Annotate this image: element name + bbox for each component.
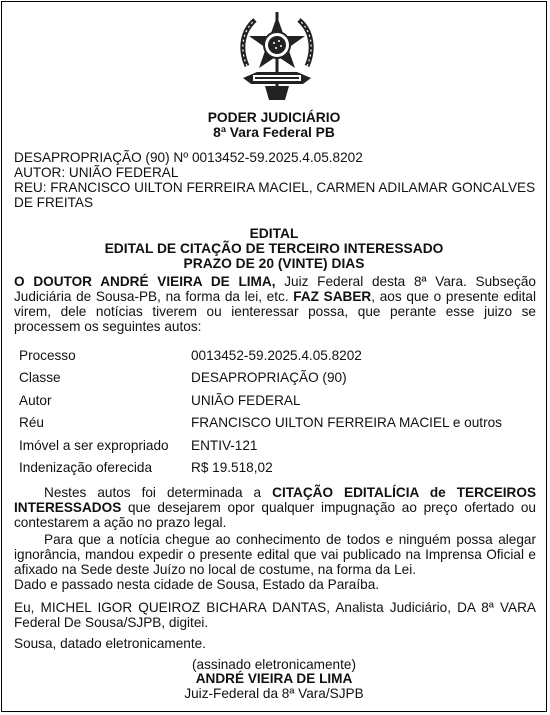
autos-label: Classe	[19, 370, 61, 386]
header-unit: 8ª Vara Federal PB	[213, 125, 335, 140]
autos-value: FRANCISCO UILTON FERREIRA MACIEL e outros	[191, 415, 502, 431]
brasao-republica-icon	[237, 8, 317, 106]
autos-row	[16, 457, 505, 480]
autos-label: Imóvel a ser expropriado	[19, 437, 169, 453]
header-org: PODER JUDICIÁRIO	[207, 110, 341, 125]
signature-name: ANDRÉ VIEIRA DE LIMA	[195, 671, 353, 686]
title-citation: EDITAL DE CITAÇÃO DE TERCEIRO INTERESSADO	[104, 241, 444, 256]
autos-label: Indenização oferecida	[19, 460, 153, 476]
citation-text-a: Nestes autos foi determinada a	[44, 485, 273, 500]
autos-value: ENTIV-121	[191, 437, 258, 453]
signature-note: (assinado eletronicamente)	[192, 657, 356, 672]
paragraph-notice: Para que a notícia chegue ao conhecimento de todos e ninguém possa alegar ignorância, mandou expedir o presente edital que vai publicado na Imprensa Oficial e afixado na Sede deste Juízo no local de costume, na forma da Lei.	[14, 532, 536, 577]
paragraph-citation	[14, 485, 536, 530]
autos-label: Autor	[19, 392, 52, 408]
paragraph-date-place: Dado e passado nesta cidade de Sousa, Estado da Paraíba.	[14, 577, 380, 592]
autos-row	[16, 344, 505, 367]
citation-bold: CITAÇÃO EDITALÍCIA de TERCEIROS INTERESSADOS	[14, 485, 537, 515]
paragraph-typist: Eu, MICHEL IGOR QUEIROZ BICHARA DANTAS, Analista Judiciário, DA 8ª VARA Federal De Sousa/SJPB, digitei.	[14, 600, 536, 630]
intro-text-1: Juiz Federal desta 8ª Vara. Subseção Judiciária de Sousa-PB, na forma da lei, etc.	[14, 274, 536, 304]
autos-label: Réu	[19, 415, 44, 431]
intro-text-2: , aos que o presente edital virem, dele notícias tiverem ou ienteressar possa, que perante esse juizo se processem os seguintes autos:	[14, 289, 537, 334]
autos-row	[16, 412, 505, 435]
autos-value: UNIÃO FEDERAL	[191, 392, 301, 408]
signature-role: Juiz-Federal da 8ª Vara/SJPB	[184, 686, 364, 701]
autos-value: DESAPROPRIAÇÃO (90)	[191, 370, 347, 386]
edital-page	[1, 1, 547, 712]
autos-value: 0013452-59.2025.4.05.8202	[191, 347, 362, 363]
case-defendants: REU: FRANCISCO UILTON FERREIRA MACIEL, CARMEN ADILAMAR GONCALVES DE FREITAS	[14, 180, 536, 210]
autos-row	[16, 389, 505, 412]
autos-table	[16, 344, 505, 479]
autos-row	[16, 367, 505, 390]
title-deadline: PRAZO DE 20 (VINTE) DIAS	[183, 256, 365, 271]
autos-row	[16, 434, 505, 457]
paragraph-dated: Sousa, datado eletronicamente.	[14, 636, 206, 651]
case-author: AUTOR: UNIÃO FEDERAL	[14, 165, 179, 180]
citation-text-b: que desejarem opor qualquer impugnação ao preço ofertado ou contestarem a ação no prazo legal.	[14, 500, 536, 530]
case-info	[14, 150, 536, 210]
case-number: DESAPROPRIAÇÃO (90) Nº 0013452-59.2025.4.05.8202	[14, 150, 363, 165]
title-edital: EDITAL	[249, 226, 299, 241]
autos-label: Processo	[19, 347, 76, 363]
faz-saber: FAZ SABER	[293, 289, 372, 304]
judge-name: O DOUTOR ANDRÉ VIEIRA DE LIMA,	[14, 274, 276, 289]
intro-paragraph	[14, 274, 536, 334]
autos-value: R$ 19.518,02	[191, 460, 273, 476]
